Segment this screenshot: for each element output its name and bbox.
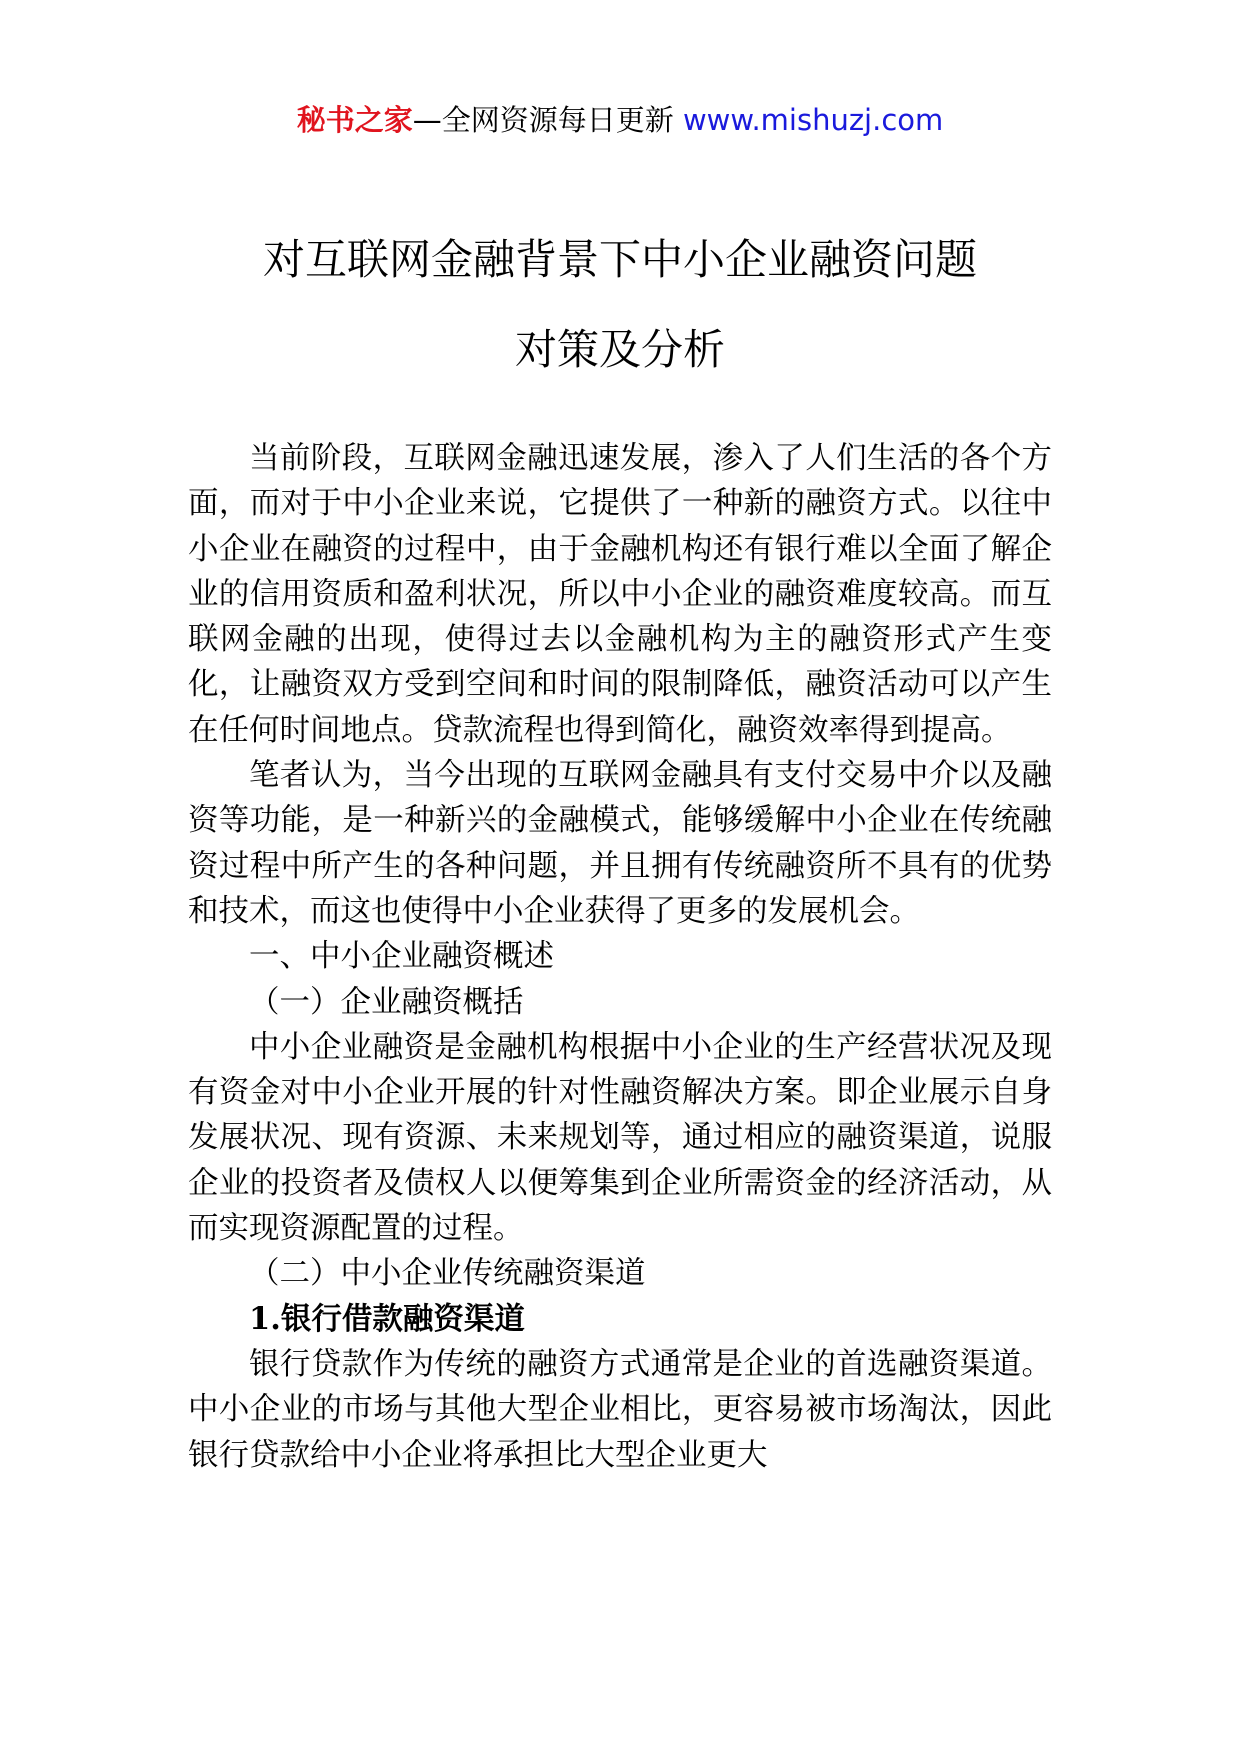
body-paragraph: 银行贷款作为传统的融资方式通常是企业的首选融资渠道。中小企业的市场与其他大型企业相比，更容易被市场淘汰，因此银行贷款给中小企业将承担比大型企业更大 [188,1346,1052,1473]
body-paragraph: 中小企业融资是金融机构根据中小企业的生产经营状况及现有资金对中小企业开展的针对性融资解决方案。即企业展示自身发展状况、现有资源、未来规划等，通过相应的融资渠道，说服企业的投资者及债权人以便筹集到企业所需资金的经济活动，从而实现资源配置的过程。 [188,1029,1052,1247]
site-header [0,100,1240,140]
site-brand: 秘书之家 [296,103,413,137]
body-paragraph: 笔者认为，当今出现的互联网金融具有支付交易中介以及融资等功能，是一种新兴的金融模式，能够缓解中小企业在传统融资过程中所产生的各种问题，并且拥有传统融资所不具有的优势和技术，而这也使得中小企业获得了更多的发展机会。 [188,758,1052,929]
site-tagline: —全网资源每日更新 [412,103,674,137]
site-url-link[interactable]: www.mishuzj.com [682,103,944,137]
document-body [188,436,1052,1478]
document-title-line-2: 对策及分析 [514,325,725,374]
section-heading: 一、中小企业融资概述 [249,939,554,975]
item-heading: 1.银行借款融资渠道 [249,1300,525,1337]
subsection-heading: （二）中小企业传统融资渠道 [249,1256,646,1292]
document-title-line-1: 对互联网金融背景下中小企业融资问题 [262,235,977,284]
subsection-heading: （一）企业融资概括 [249,984,524,1020]
body-paragraph: 当前阶段，互联网金融迅速发展，渗入了人们生活的各个方面，而对于中小企业来说，它提供了一种新的融资方式。以往中小企业在融资的过程中，由于金融机构还有银行难以全面了解企业的信用资质和盈利状况，所以中小企业的融资难度较高。而互联网金融的出现，使得过去以金融机构为主的融资形式产生变化，让融资双方受到空间和时间的限制降低，融资活动可以产生在任何时间地点。贷款流程也得到简化，融资效率得到提高。 [188,441,1052,748]
